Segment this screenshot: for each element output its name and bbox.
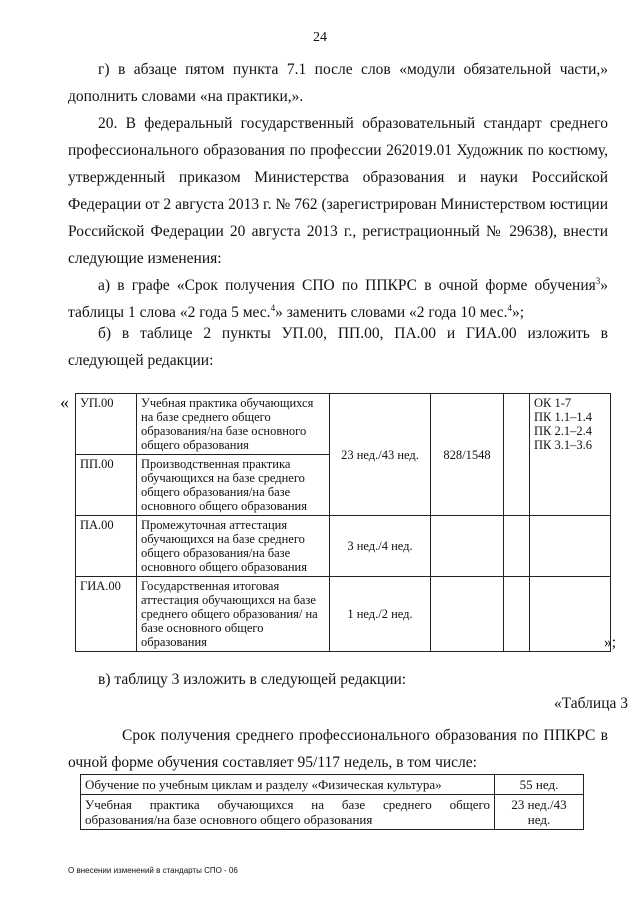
table-row (81, 795, 584, 830)
empty-cell (530, 516, 611, 577)
row-description-line1: Учебная практика обучающихся на базе среднего общего (85, 797, 490, 812)
table-3 (80, 774, 584, 830)
competency-item: ПК 3.1–3.6 (534, 438, 592, 452)
empty-cell (431, 577, 504, 652)
row-weeks: 1 нед./2 нед. (330, 577, 431, 652)
empty-cell (504, 577, 530, 652)
row-competencies (530, 394, 611, 516)
opening-quote: « (60, 392, 69, 412)
paragraph-a (68, 272, 608, 326)
competency-item: ОК 1-7 (534, 396, 572, 410)
row-code: ГИА.00 (76, 577, 137, 652)
empty-cell (504, 394, 530, 516)
page-number: 24 (313, 30, 327, 45)
paragraph-b: б) в таблице 2 пункты УП.00, ПП.00, ПА.00 и ГИА.00 изложить в следующей редакции: (68, 325, 608, 369)
empty-cell (431, 516, 504, 577)
footer-note: О внесении изменений в стандарты СПО - 06 (68, 866, 238, 875)
table-row (81, 775, 584, 795)
row-description (81, 795, 495, 830)
empty-cell (530, 577, 611, 652)
paragraph-srok: Срок получения среднего профессионального образования по ППКРС в очной форме обучения составляет 95/117 недель, в том числе: (68, 727, 608, 771)
table-row-gia (76, 577, 611, 652)
row-hours: 828/1548 (431, 394, 504, 516)
row-description: Промежуточная аттестация обучающихся на базе среднего общего образования/на базе основного общего образования (137, 516, 330, 577)
table-2-excerpt (75, 393, 611, 652)
paragraph-g: г) в абзаце пятом пункта 7.1 после слов «модули обязательной части,» дополнить словами «на практики,». (68, 61, 608, 105)
table-row-up (76, 394, 611, 455)
footnote-mark-4a: 4 (270, 302, 276, 313)
row-weeks: 23 нед./43 нед. (330, 394, 431, 516)
row-code: ПП.00 (76, 455, 137, 516)
footnote-mark-3: 3 (595, 275, 601, 286)
table-row-pa (76, 516, 611, 577)
footnote-mark-4b: 4 (507, 302, 513, 313)
row-description: Учебная практика обучающихся на базе среднего общего образования/на базе основного общего образования (137, 394, 330, 455)
closing-quote: »; (604, 634, 617, 651)
row-description: Производственная практика обучающихся на базе среднего общего образования/на базе основного общего образования (137, 455, 330, 516)
row-value: 55 нед. (495, 775, 584, 795)
paragraph-a-part1: а) в графе «Срок получения СПО по ППКРС в очной форме обучения (98, 277, 596, 294)
empty-cell (504, 516, 530, 577)
row-value: 23 нед./43 нед. (495, 795, 584, 830)
row-description: Обучение по учебным циклам и разделу «Физическая культура» (81, 775, 495, 795)
row-code: ПА.00 (76, 516, 137, 577)
table-3-label: «Таблица 3 (553, 695, 628, 712)
competency-item: ПК 1.1–1.4 (534, 410, 592, 424)
paragraph-a-part4: »; (512, 304, 525, 321)
paragraph-v: в) таблицу 3 изложить в следующей редакции: (98, 671, 407, 688)
paragraph-20: 20. В федеральный государственный образовательный стандарт среднего профессионального образования по профессии 262019.01 Художник по костюму, утвержденный приказом Министерства образования и науки Российской Федерации от 2 августа 2013 г. № 762 (зарегистрирован Министерством юстиции Российской Федерации 20 августа 2013 г., регистрационный № 29638), внести следующие изменения: (68, 115, 608, 267)
row-weeks: 3 нед./4 нед. (330, 516, 431, 577)
competency-item: ПК 2.1–2.4 (534, 424, 592, 438)
row-code: УП.00 (76, 394, 137, 455)
row-description-line2: образования/на базе основного общего образования (85, 812, 373, 827)
paragraph-a-part2: » таблицы 1 слова «2 года 5 мес. (68, 277, 608, 321)
row-description: Государственная итоговая аттестация обучающихся на базе среднего общего образования/ на базе основного общего образования (137, 577, 330, 652)
paragraph-a-part3: » заменить словами «2 года 10 мес. (275, 304, 508, 321)
